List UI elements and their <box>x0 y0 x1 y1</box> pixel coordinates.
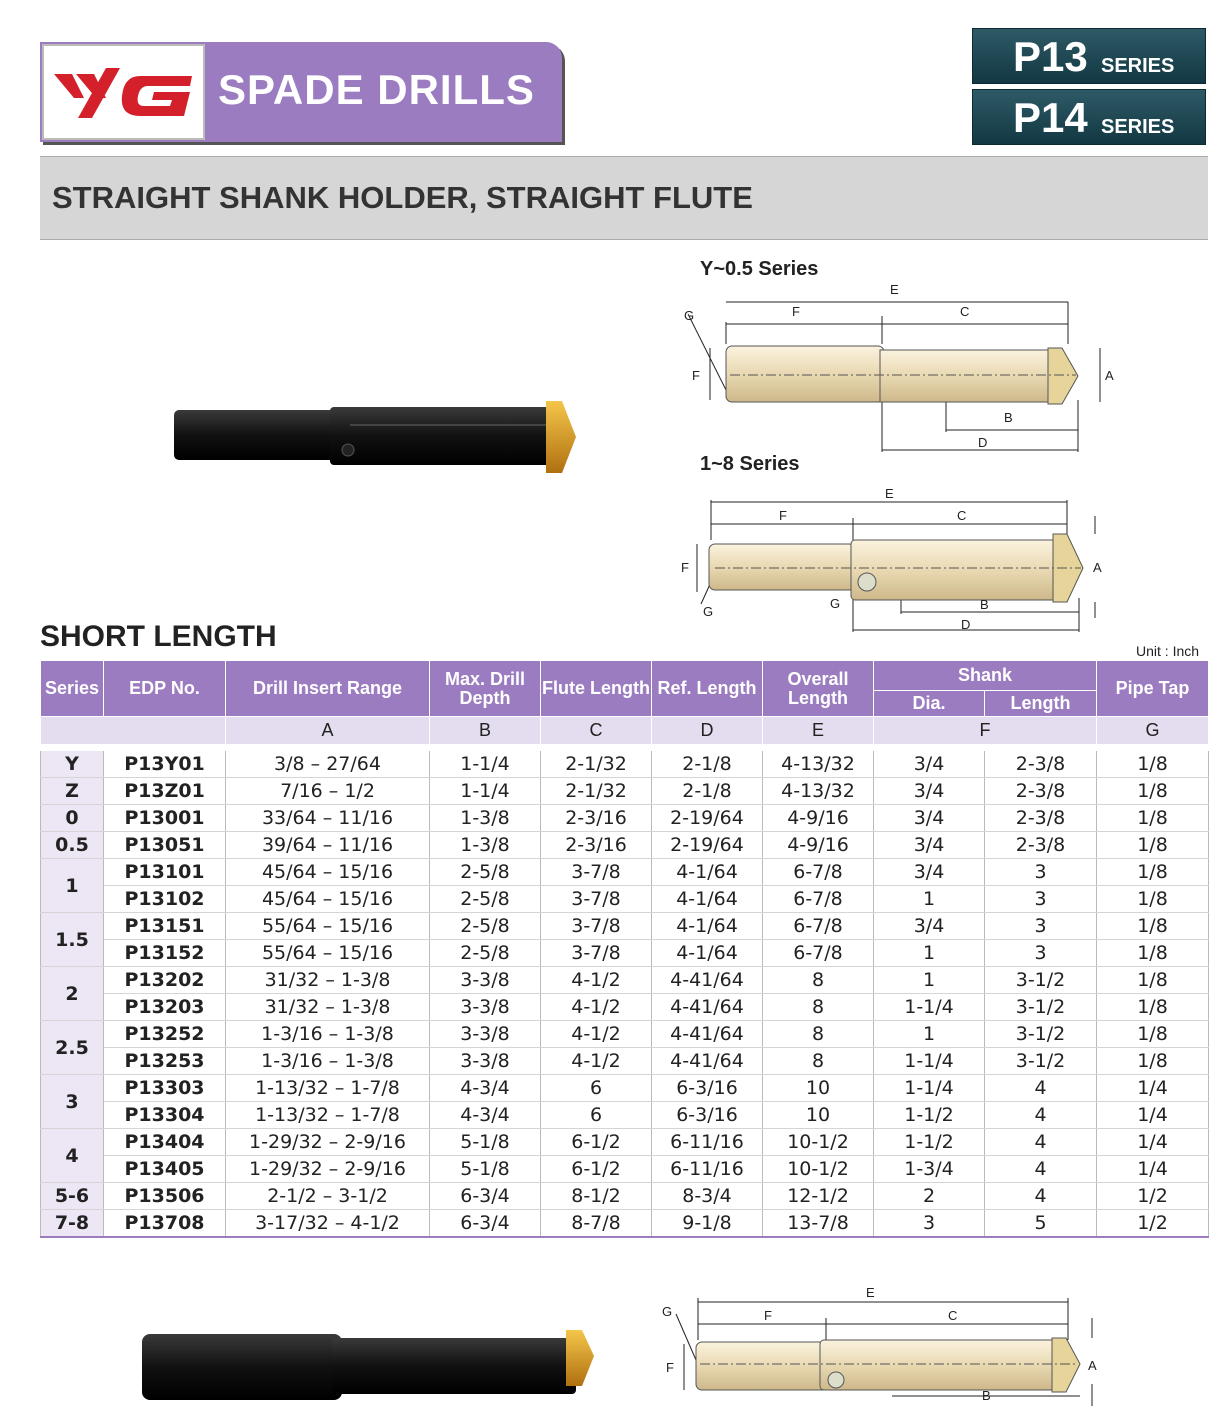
shank-length-cell: 2-3/8 <box>985 832 1097 859</box>
header-letter-e: E <box>763 717 874 745</box>
pipe-tap-cell: 1/2 <box>1097 1210 1209 1238</box>
edp-cell: P13202 <box>104 967 226 994</box>
pipe-tap-cell: 1/4 <box>1097 1075 1209 1102</box>
dim-label-f: F <box>779 508 787 523</box>
dim-label-g: G <box>662 1304 673 1319</box>
overall-length-cell: 4-13/32 <box>763 778 874 805</box>
series-badge-p13 <box>972 28 1206 84</box>
max-depth-cell: 2-5/8 <box>430 859 541 886</box>
insert-range-cell: 33/64 – 11/16 <box>226 805 430 832</box>
ref-length-cell: 8-3/4 <box>652 1183 763 1210</box>
pipe-tap-cell: 1/8 <box>1097 751 1209 778</box>
header-letter-blank <box>41 717 226 745</box>
insert-range-cell: 1-13/32 – 1-7/8 <box>226 1102 430 1129</box>
ref-length-cell: 2-19/64 <box>652 805 763 832</box>
overall-length-cell: 8 <box>763 967 874 994</box>
page-title: STRAIGHT SHANK HOLDER, STRAIGHT FLUTE <box>52 180 753 215</box>
max-depth-cell: 1-3/8 <box>430 832 541 859</box>
flute-length-cell: 6-1/2 <box>541 1129 652 1156</box>
series-code: P13 <box>1013 33 1088 80</box>
dim-label-d: D <box>978 435 988 450</box>
max-depth-cell: 2-5/8 <box>430 940 541 967</box>
ref-length-cell: 4-41/64 <box>652 1021 763 1048</box>
pipe-tap-cell: 1/8 <box>1097 994 1209 1021</box>
edp-cell: P13252 <box>104 1021 226 1048</box>
header-letter-f: F <box>874 717 1097 745</box>
series-label: SERIES <box>1101 116 1175 138</box>
edp-cell: P13101 <box>104 859 226 886</box>
insert-range-cell: 1-29/32 – 2-9/16 <box>226 1156 430 1183</box>
dim-label-c: C <box>948 1308 958 1323</box>
flute-length-cell: 3-7/8 <box>541 940 652 967</box>
pipe-tap-cell: 1/8 <box>1097 913 1209 940</box>
shank-length-cell: 3 <box>985 886 1097 913</box>
dim-label-b: B <box>1004 410 1013 425</box>
shank-length-cell: 2-3/8 <box>985 805 1097 832</box>
max-depth-cell: 3-3/8 <box>430 1048 541 1075</box>
flute-length-cell: 3-7/8 <box>541 913 652 940</box>
edp-cell: P13151 <box>104 913 226 940</box>
flute-length-cell: 6 <box>541 1102 652 1129</box>
spade-drill-photo-2 <box>136 1320 596 1406</box>
insert-range-cell: 45/64 – 15/16 <box>226 859 430 886</box>
table-row <box>41 1210 1209 1238</box>
ref-length-cell: 4-1/64 <box>652 886 763 913</box>
ref-length-cell: 4-1/64 <box>652 859 763 886</box>
header-shank: Shank <box>874 661 1097 691</box>
series-cell: 3 <box>41 1075 104 1129</box>
unit-note: Unit : Inch <box>1136 643 1200 659</box>
insert-range-cell: 1-29/32 – 2-9/16 <box>226 1129 430 1156</box>
overall-length-cell: 4-9/16 <box>763 832 874 859</box>
max-depth-cell: 3-3/8 <box>430 1021 541 1048</box>
edp-cell: P13304 <box>104 1102 226 1129</box>
pipe-tap-cell: 1/8 <box>1097 1021 1209 1048</box>
max-depth-cell: 3-3/8 <box>430 994 541 1021</box>
flute-length-cell: 8-7/8 <box>541 1210 652 1238</box>
table-row <box>41 778 1209 805</box>
edp-cell: P13203 <box>104 994 226 1021</box>
max-depth-cell: 4-3/4 <box>430 1102 541 1129</box>
shank-dia-cell: 1-3/4 <box>874 1156 985 1183</box>
edp-cell: P13051 <box>104 832 226 859</box>
shank-length-cell: 3 <box>985 859 1097 886</box>
series-cell: 2 <box>41 967 104 1021</box>
edp-cell: P13Z01 <box>104 778 226 805</box>
pipe-tap-cell: 1/8 <box>1097 1048 1209 1075</box>
dim-label-c: C <box>960 304 970 319</box>
overall-length-cell: 6-7/8 <box>763 859 874 886</box>
flute-length-cell: 2-1/32 <box>541 751 652 778</box>
ref-length-cell: 9-1/8 <box>652 1210 763 1238</box>
max-depth-cell: 1-1/4 <box>430 751 541 778</box>
table-row <box>41 967 1209 994</box>
pipe-tap-cell: 1/4 <box>1097 1156 1209 1183</box>
dim-label-f: F <box>764 1308 772 1323</box>
pipe-tap-cell: 1/8 <box>1097 778 1209 805</box>
table-row <box>41 1048 1209 1075</box>
shank-length-cell: 4 <box>985 1183 1097 1210</box>
shank-length-cell: 3 <box>985 940 1097 967</box>
dim-label-g: G <box>684 308 695 323</box>
max-depth-cell: 2-5/8 <box>430 886 541 913</box>
table-row <box>41 1156 1209 1183</box>
shank-length-cell: 2-3/8 <box>985 778 1097 805</box>
table-row <box>41 859 1209 886</box>
flute-length-cell: 4-1/2 <box>541 1048 652 1075</box>
overall-length-cell: 8 <box>763 994 874 1021</box>
shank-dia-cell: 3/4 <box>874 859 985 886</box>
shank-dia-cell: 1 <box>874 940 985 967</box>
edp-cell: P13404 <box>104 1129 226 1156</box>
flute-length-cell: 8-1/2 <box>541 1183 652 1210</box>
flute-length-cell: 6 <box>541 1075 652 1102</box>
table-row <box>41 805 1209 832</box>
insert-range-cell: 3-17/32 – 4-1/2 <box>226 1210 430 1238</box>
table-row <box>41 940 1209 967</box>
max-depth-cell: 3-3/8 <box>430 967 541 994</box>
ref-length-cell: 6-3/16 <box>652 1102 763 1129</box>
flute-length-cell: 3-7/8 <box>541 886 652 913</box>
header-edp: EDP No. <box>104 661 226 717</box>
spec-table <box>40 660 1209 1238</box>
edp-cell: P13152 <box>104 940 226 967</box>
dim-label-g: G <box>703 604 714 619</box>
pipe-tap-cell: 1/8 <box>1097 805 1209 832</box>
pipe-tap-cell: 1/8 <box>1097 859 1209 886</box>
pipe-tap-cell: 1/8 <box>1097 832 1209 859</box>
shank-dia-cell: 1 <box>874 967 985 994</box>
shank-length-cell: 3-1/2 <box>985 1021 1097 1048</box>
header-ref-length: Ref. Length <box>652 661 763 717</box>
dim-label-f-side: F <box>666 1360 674 1375</box>
flute-length-cell: 4-1/2 <box>541 967 652 994</box>
header-flute-length: Flute Length <box>541 661 652 717</box>
flute-length-cell: 2-3/16 <box>541 805 652 832</box>
shank-dia-cell: 3/4 <box>874 778 985 805</box>
series-cell: 5-6 <box>41 1183 104 1210</box>
edp-cell: P13506 <box>104 1183 226 1210</box>
insert-range-cell: 1-3/16 – 1-3/8 <box>226 1021 430 1048</box>
dim-label-c: C <box>957 508 967 523</box>
table-row <box>41 1021 1209 1048</box>
ref-length-cell: 4-41/64 <box>652 967 763 994</box>
header-letter-b: B <box>430 717 541 745</box>
yg-logo <box>42 44 205 140</box>
shank-length-cell: 3-1/2 <box>985 994 1097 1021</box>
series-cell: 4 <box>41 1129 104 1183</box>
series-cell: 7-8 <box>41 1210 104 1238</box>
table-row <box>41 1102 1209 1129</box>
overall-length-cell: 4-9/16 <box>763 805 874 832</box>
series-cell: 1 <box>41 859 104 913</box>
table-row <box>41 994 1209 1021</box>
insert-range-cell: 3/8 – 27/64 <box>226 751 430 778</box>
overall-length-cell: 10-1/2 <box>763 1129 874 1156</box>
dim-label-e: E <box>885 486 894 501</box>
header-max-depth: Max. Drill Depth <box>430 661 541 717</box>
insert-range-cell: 31/32 – 1-3/8 <box>226 994 430 1021</box>
edp-cell: P13405 <box>104 1156 226 1183</box>
pipe-tap-cell: 1/4 <box>1097 1129 1209 1156</box>
pipe-tap-cell: 1/8 <box>1097 886 1209 913</box>
overall-length-cell: 6-7/8 <box>763 940 874 967</box>
dim-label-e: E <box>866 1285 875 1300</box>
header-letter-c: C <box>541 717 652 745</box>
shank-dia-cell: 3 <box>874 1210 985 1238</box>
shank-dia-cell: 3/4 <box>874 805 985 832</box>
dim-label-f: F <box>792 304 800 319</box>
edp-cell: P13253 <box>104 1048 226 1075</box>
overall-length-cell: 10 <box>763 1075 874 1102</box>
shank-length-cell: 4 <box>985 1075 1097 1102</box>
insert-range-cell: 39/64 – 11/16 <box>226 832 430 859</box>
edp-cell: P13Y01 <box>104 751 226 778</box>
pipe-tap-cell: 1/4 <box>1097 1102 1209 1129</box>
dim-label-a: A <box>1088 1358 1097 1373</box>
series-cell: 1.5 <box>41 913 104 967</box>
series-cell: 0.5 <box>41 832 104 859</box>
table-row <box>41 1129 1209 1156</box>
max-depth-cell: 2-5/8 <box>430 913 541 940</box>
insert-range-cell: 55/64 – 15/16 <box>226 913 430 940</box>
dim-label-f-side: F <box>692 368 700 383</box>
series-cell: Y <box>41 751 104 778</box>
header-letter-d: D <box>652 717 763 745</box>
insert-range-cell: 2-1/2 – 3-1/2 <box>226 1183 430 1210</box>
flute-length-cell: 4-1/2 <box>541 994 652 1021</box>
shank-length-cell: 5 <box>985 1210 1097 1238</box>
ref-length-cell: 2-19/64 <box>652 832 763 859</box>
dim-label-g-2: G <box>830 596 841 611</box>
series-label: SERIES <box>1101 55 1175 77</box>
dim-label-b: B <box>982 1388 991 1403</box>
shank-length-cell: 3-1/2 <box>985 967 1097 994</box>
max-depth-cell: 1-1/4 <box>430 778 541 805</box>
overall-length-cell: 10 <box>763 1102 874 1129</box>
edp-cell: P13303 <box>104 1075 226 1102</box>
insert-range-cell: 1-13/32 – 1-7/8 <box>226 1075 430 1102</box>
header-shank-dia: Dia. <box>874 691 985 717</box>
diagram-title-y-series: Y~0.5 Series <box>700 258 819 280</box>
flute-length-cell: 4-1/2 <box>541 1021 652 1048</box>
table-row <box>41 1075 1209 1102</box>
insert-range-cell: 1-3/16 – 1-3/8 <box>226 1048 430 1075</box>
flute-length-cell: 2-1/32 <box>541 778 652 805</box>
edp-cell: P13102 <box>104 886 226 913</box>
insert-range-cell: 31/32 – 1-3/8 <box>226 967 430 994</box>
dim-label-a: A <box>1105 368 1114 383</box>
header-series: Series <box>41 661 104 717</box>
shank-dia-cell: 3/4 <box>874 913 985 940</box>
dimension-diagram-y-series <box>680 280 1120 460</box>
overall-length-cell: 13-7/8 <box>763 1210 874 1238</box>
insert-range-cell: 7/16 – 1/2 <box>226 778 430 805</box>
max-depth-cell: 1-3/8 <box>430 805 541 832</box>
section-title: SHORT LENGTH <box>40 620 277 653</box>
series-cell: Z <box>41 778 104 805</box>
overall-length-cell: 4-13/32 <box>763 751 874 778</box>
dimension-diagram-1-8-series <box>675 482 1115 634</box>
header-pipe-tap: Pipe Tap <box>1097 661 1209 717</box>
shank-dia-cell: 1-1/2 <box>874 1102 985 1129</box>
shank-dia-cell: 1 <box>874 886 985 913</box>
shank-dia-cell: 1-1/4 <box>874 1075 985 1102</box>
dimension-diagram-long <box>660 1284 1110 1406</box>
shank-length-cell: 4 <box>985 1129 1097 1156</box>
overall-length-cell: 8 <box>763 1048 874 1075</box>
ref-length-cell: 6-11/16 <box>652 1156 763 1183</box>
header-overall-length: Overall Length <box>763 661 874 717</box>
ref-length-cell: 6-3/16 <box>652 1075 763 1102</box>
shank-dia-cell: 1-1/2 <box>874 1129 985 1156</box>
overall-length-cell: 12-1/2 <box>763 1183 874 1210</box>
insert-range-cell: 55/64 – 15/16 <box>226 940 430 967</box>
spec-table-body <box>41 745 1209 1238</box>
shank-dia-cell: 2 <box>874 1183 985 1210</box>
overall-length-cell: 6-7/8 <box>763 886 874 913</box>
shank-dia-cell: 1-1/4 <box>874 1048 985 1075</box>
ref-length-cell: 4-41/64 <box>652 1048 763 1075</box>
table-row <box>41 832 1209 859</box>
shank-dia-cell: 3/4 <box>874 751 985 778</box>
ref-length-cell: 4-1/64 <box>652 940 763 967</box>
dim-label-d: D <box>961 617 971 632</box>
dim-label-e: E <box>890 282 899 297</box>
pipe-tap-cell: 1/2 <box>1097 1183 1209 1210</box>
shank-dia-cell: 1 <box>874 1021 985 1048</box>
series-cell: 0 <box>41 805 104 832</box>
header-insert-range: Drill Insert Range <box>226 661 430 717</box>
spade-drill-photo <box>170 395 580 480</box>
dim-label-a: A <box>1093 560 1102 575</box>
ref-length-cell: 2-1/8 <box>652 751 763 778</box>
flute-length-cell: 6-1/2 <box>541 1156 652 1183</box>
header-shank-length: Length <box>985 691 1097 717</box>
max-depth-cell: 5-1/8 <box>430 1129 541 1156</box>
shank-length-cell: 2-3/8 <box>985 751 1097 778</box>
dim-label-f-side: F <box>681 560 689 575</box>
shank-length-cell: 4 <box>985 1156 1097 1183</box>
table-row <box>41 751 1209 778</box>
max-depth-cell: 6-3/4 <box>430 1183 541 1210</box>
ref-length-cell: 4-41/64 <box>652 994 763 1021</box>
shank-dia-cell: 1-1/4 <box>874 994 985 1021</box>
shank-length-cell: 3-1/2 <box>985 1048 1097 1075</box>
overall-length-cell: 6-7/8 <box>763 913 874 940</box>
ref-length-cell: 4-1/64 <box>652 913 763 940</box>
shank-length-cell: 3 <box>985 913 1097 940</box>
shank-length-cell: 4 <box>985 1102 1097 1129</box>
brand-title: SPADE DRILLS <box>218 66 535 113</box>
overall-length-cell: 10-1/2 <box>763 1156 874 1183</box>
header-letter-g: G <box>1097 717 1209 745</box>
pipe-tap-cell: 1/8 <box>1097 940 1209 967</box>
ref-length-cell: 2-1/8 <box>652 778 763 805</box>
edp-cell: P13708 <box>104 1210 226 1238</box>
table-row <box>41 886 1209 913</box>
overall-length-cell: 8 <box>763 1021 874 1048</box>
series-code: P14 <box>1013 94 1088 141</box>
table-row <box>41 1183 1209 1210</box>
edp-cell: P13001 <box>104 805 226 832</box>
max-depth-cell: 5-1/8 <box>430 1156 541 1183</box>
series-cell: 2.5 <box>41 1021 104 1075</box>
table-row <box>41 913 1209 940</box>
ref-length-cell: 6-11/16 <box>652 1129 763 1156</box>
flute-length-cell: 2-3/16 <box>541 832 652 859</box>
insert-range-cell: 45/64 – 15/16 <box>226 886 430 913</box>
flute-length-cell: 3-7/8 <box>541 859 652 886</box>
shank-dia-cell: 3/4 <box>874 832 985 859</box>
pipe-tap-cell: 1/8 <box>1097 967 1209 994</box>
diagram-title-1-8-series: 1~8 Series <box>700 453 800 475</box>
max-depth-cell: 4-3/4 <box>430 1075 541 1102</box>
header-letter-a: A <box>226 717 430 745</box>
max-depth-cell: 6-3/4 <box>430 1210 541 1238</box>
series-badge-p14 <box>972 89 1206 145</box>
dim-label-b: B <box>980 597 989 612</box>
